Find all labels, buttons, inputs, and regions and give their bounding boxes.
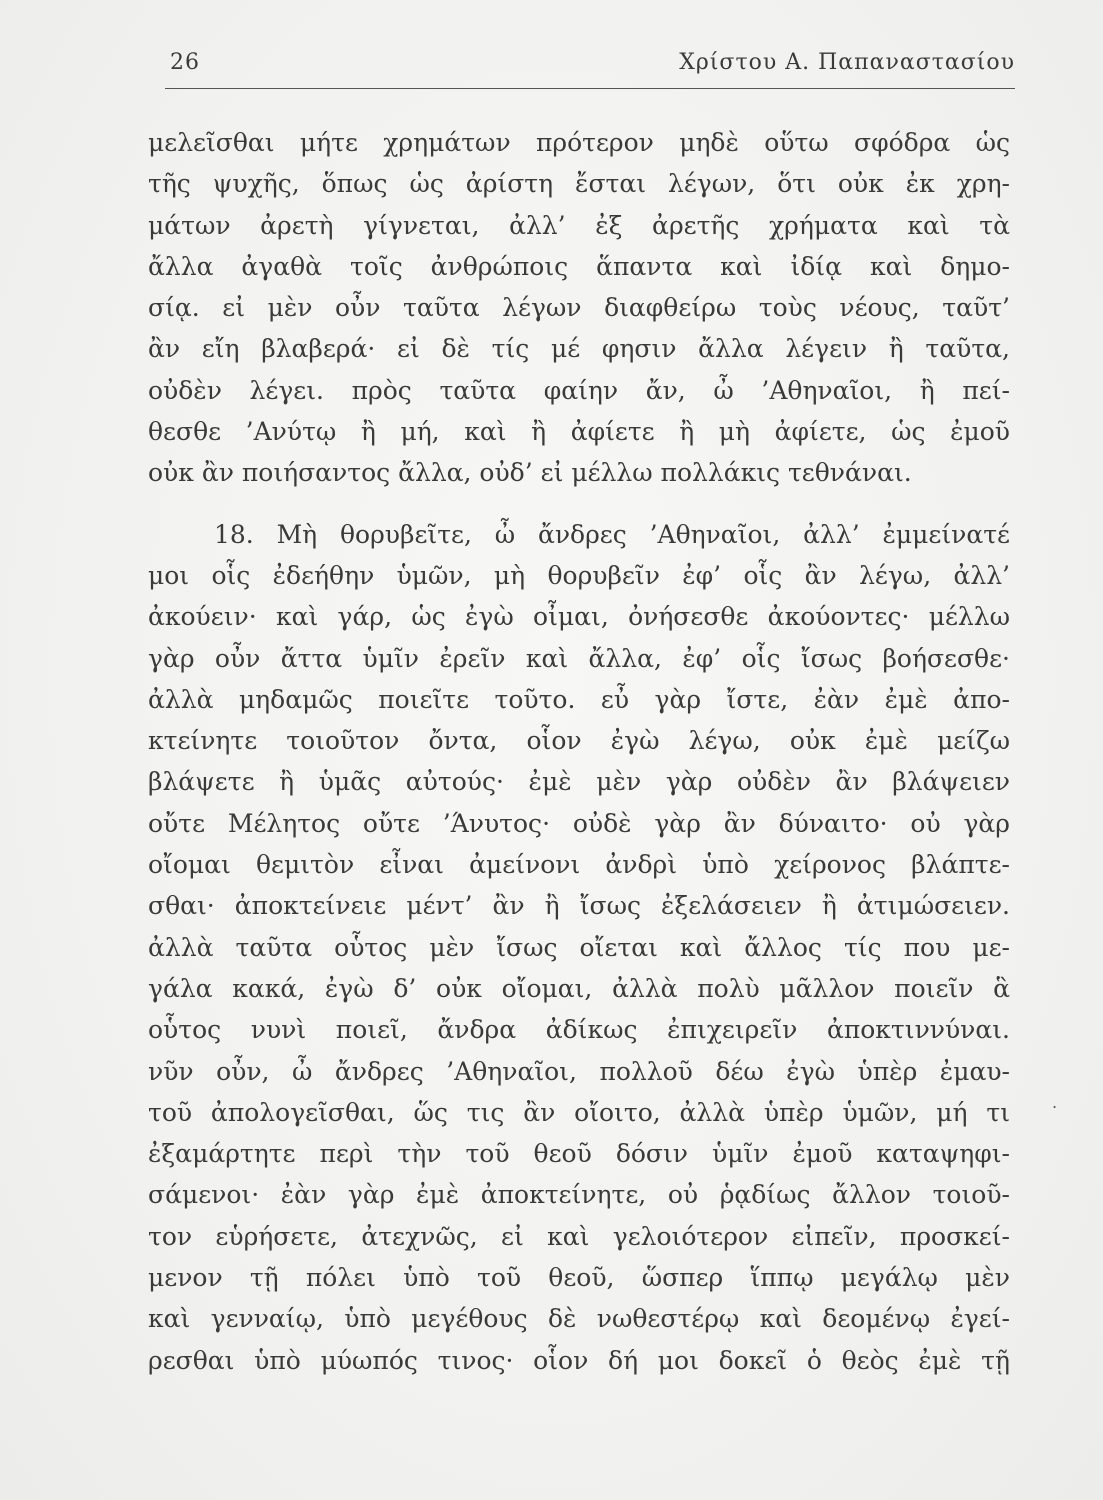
text-line: ἀλλὰ μηδαμῶς ποιεῖτε τοῦτο. εὖ γὰρ ἴστε, ἐὰν ἐμὲ ἀπο- <box>148 684 1010 714</box>
text-line: τῆς ψυχῆς, ὅπως ὡς ἀρίστη ἔσται λέγων, ὅτι οὐκ ἐκ χρη- <box>148 169 1010 199</box>
section-18-first-line: 18. Μὴ θορυβεῖτε, ὦ ἄνδρες ’Αθηναῖοι, ἀλλ’ ἐμμείνατέ <box>214 519 1010 549</box>
text-line: βλάψετε ἢ ὑμᾶς αὐτούς· ἐμὲ μὲν γὰρ οὐδὲν ἂν βλάψειεν <box>148 767 1010 797</box>
text-line: καὶ γενναίῳ, ὑπὸ μεγέθους δὲ νωθεστέρῳ καὶ δεομένῳ ἐγεί- <box>148 1304 1010 1334</box>
header-rule <box>165 88 1015 89</box>
text-line: μάτων ἀρετὴ γίγνεται, ἀλλ’ ἐξ ἀρετῆς χρήματα καὶ τὰ <box>148 210 1010 240</box>
text-line: τοῦ ἀπολογεῖσθαι, ὥς τις ἂν οἴοιτο, ἀλλὰ ὑπὲρ ὑμῶν, μή τι <box>148 1097 1010 1127</box>
running-title: Χρίστου Α. Παπαναστασίου <box>679 50 1015 75</box>
text-line: οὔτε Μέλητος οὔτε ’Άνυτος· οὐδὲ γὰρ ἂν δύναιτο· οὐ γὰρ <box>148 808 1010 838</box>
text-line: κτείνητε τοιοῦτον ὄντα, οἷον ἐγὼ λέγω, οὐκ ἐμὲ μείζω <box>148 726 1010 756</box>
text-line: σίᾳ. εἰ μὲν οὖν ταῦτα λέγων διαφθείρω τοὺς νέους, ταῦτ’ <box>148 293 1010 323</box>
text-line: μενον τῇ πόλει ὑπὸ τοῦ θεοῦ, ὥσπερ ἵππῳ μεγάλῳ μὲν <box>148 1263 1010 1293</box>
text-line: θεσθε ’Ανύτῳ ἢ μή, καὶ ἢ ἀφίετε ἢ μὴ ἀφίετε, ὡς ἐμοῦ <box>148 417 1010 447</box>
text-line: οἴομαι θεμιτὸν εἶναι ἀμείνονι ἀνδρὶ ὑπὸ χείρονος βλάπτε- <box>148 850 1010 880</box>
text-line: ρεσθαι ὑπὸ μύωπός τινος· οἷον δή μοι δοκεῖ ὁ θεὸς ἐμὲ τῇ <box>148 1345 1010 1375</box>
paragraph-gap <box>148 494 1010 514</box>
text-line: ἐξαμάρτητε περὶ τὴν τοῦ θεοῦ δόσιν ὑμῖν ἐμοῦ καταψηφι- <box>148 1139 1010 1169</box>
text-line: οὗτος νυνὶ ποιεῖ, ἄνδρα ἀδίκως ἐπιχειρεῖν ἀποκτιννύναι. <box>148 1015 1010 1045</box>
text-line: νῦν οὖν, ὦ ἄνδρες ’Αθηναῖοι, πολλοῦ δέω ἐγὼ ὑπὲρ ἐμαυ- <box>148 1056 1010 1086</box>
text-line: ἀλλὰ ταῦτα οὗτος μὲν ἴσως οἴεται καὶ ἄλλος τίς που με- <box>148 932 1010 962</box>
page-number: 26 <box>170 50 200 75</box>
text-line: γὰρ οὖν ἄττα ὑμῖν ἐρεῖν καὶ ἄλλα, ἐφ’ οἷς ἴσως βοήσεσθε· <box>148 643 1010 673</box>
text-line: σάμενοι· ἐὰν γὰρ ἐμὲ ἀποκτείνητε, οὐ ῥᾳδίως ἄλλον τοιοῦ- <box>148 1180 1010 1210</box>
text-line: μοι οἷς ἐδεήθην ὑμῶν, μὴ θορυβεῖν ἐφ’ οἷς ἂν λέγω, ἀλλ’ <box>148 560 1010 590</box>
text-line: ἀκούειν· καὶ γάρ, ὡς ἐγὼ οἶμαι, ὀνήσεσθε ἀκούοντες· μέλλω <box>148 602 1010 632</box>
body-text <box>148 122 1010 1381</box>
margin-mark: . <box>1052 1093 1058 1112</box>
paragraph-1 <box>148 122 1010 494</box>
text-line: γάλα κακά, ἐγὼ δ’ οὐκ οἴομαι, ἀλλὰ πολὺ μᾶλλον ποιεῖν ἃ <box>148 973 1010 1003</box>
text-line: οὐδὲν λέγει. πρὸς ταῦτα φαίην ἄν, ὦ ’Αθηναῖοι, ἢ πεί- <box>148 375 1010 405</box>
text-line: μελεῖσθαι μήτε χρημάτων πρότερον μηδὲ οὕτω σφόδρα ὡς <box>148 128 1010 157</box>
text-line: τον εὑρήσετε, ἀτεχνῶς, εἰ καὶ γελοιότερον εἰπεῖν, προσκεί- <box>148 1221 1010 1251</box>
text-line: ἂν εἴη βλαβερά· εἰ δὲ τίς μέ φησιν ἄλλα λέγειν ἢ ταῦτα, <box>148 334 1010 364</box>
running-head <box>170 50 1015 90</box>
paragraph-2 <box>148 514 1010 1381</box>
text-line: οὐκ ἂν ποιήσαντος ἄλλα, οὐδ’ εἰ μέλλω πολλάκις τεθνάναι. <box>148 458 912 488</box>
text-line: σθαι· ἀποκτείνειε μέντ’ ἂν ἢ ἴσως ἐξελάσειεν ἢ ἀτιμώσειεν. <box>148 891 1010 921</box>
text-line: ἄλλα ἀγαθὰ τοῖς ἀνθρώποις ἅπαντα καὶ ἰδίᾳ καὶ δημο- <box>148 251 1010 281</box>
